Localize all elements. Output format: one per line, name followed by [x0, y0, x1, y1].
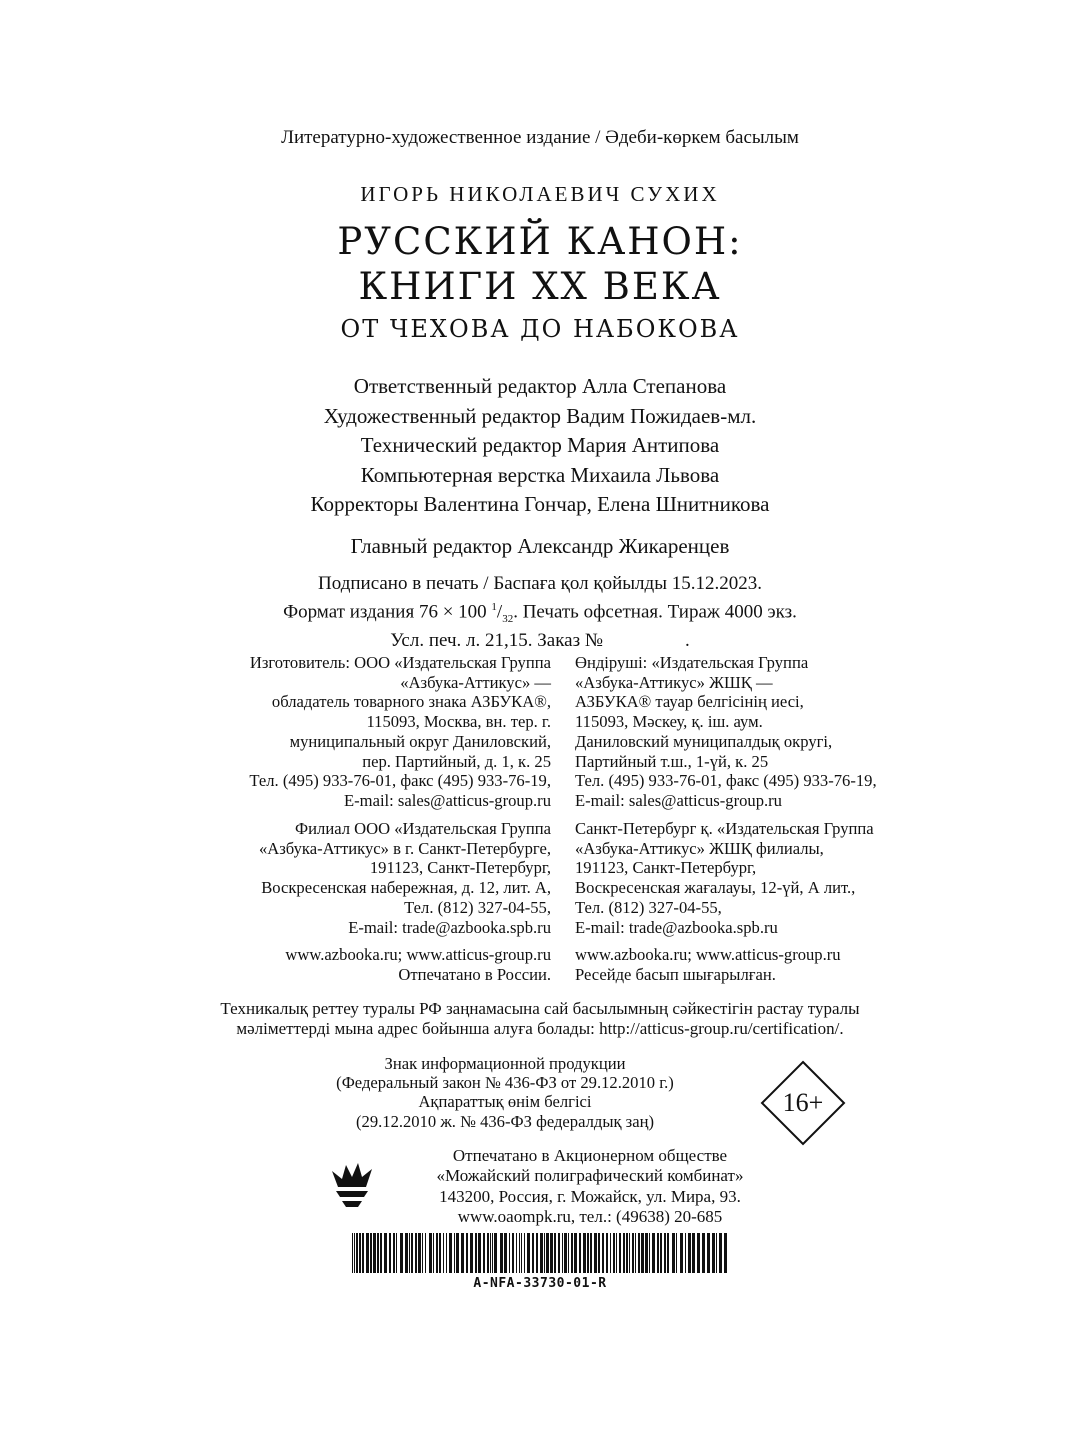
web-ru-line: Отпечатано в России.	[398, 964, 551, 984]
barcode-bar	[602, 1233, 604, 1273]
barcode-bar	[500, 1233, 503, 1273]
certification-note	[0, 999, 1080, 1039]
barcode-bar	[512, 1233, 514, 1273]
branch-ru-line: «Азбука-Аттикус» в г. Санкт-Петербурге,	[258, 838, 551, 858]
barcode-bar	[400, 1233, 403, 1273]
barcode-bar	[415, 1233, 417, 1273]
barcode-bar	[623, 1233, 625, 1273]
info-sign-line: (29.12.2010 ж. № 436-ФЗ федералдық заң)	[356, 1111, 654, 1131]
barcode-bar	[478, 1233, 481, 1273]
barcode-bar	[562, 1233, 563, 1273]
barcode-bar	[606, 1233, 608, 1273]
barcode-bar	[377, 1233, 379, 1273]
branch-kz-line: Санкт-Петербург қ. «Издательская Группа	[575, 819, 874, 838]
barcode-bar	[544, 1233, 545, 1273]
staff-line: Ответственный редактор Алла Степанова	[353, 374, 727, 398]
web-kz-line: Ресейде басып шығарылған.	[575, 964, 776, 984]
staff-line: Художественный редактор Вадим Пожидаев-мл.	[323, 403, 757, 428]
barcode-bar	[702, 1233, 705, 1273]
barcode-bar	[373, 1233, 376, 1273]
barcode-bar	[613, 1233, 615, 1273]
barcode-bar	[380, 1233, 382, 1273]
book-title-line-2: КНИГИ XX ВЕКА	[358, 265, 722, 308]
manufacturer-kz-line: 115093, Мәскеу, қ. іш. аум.	[575, 712, 763, 732]
barcode-bar	[626, 1233, 628, 1273]
barcode-bar	[475, 1233, 477, 1273]
barcode-bar	[443, 1233, 444, 1273]
barcode-bar	[429, 1233, 432, 1273]
format-denominator: 32	[502, 612, 514, 625]
barcode-bar	[521, 1233, 522, 1273]
manufacturer-kz-line: Даниловский муниципалдық округі,	[575, 731, 833, 751]
barcode-bar	[616, 1233, 617, 1273]
barcode-bar	[594, 1233, 597, 1273]
barcode-bar	[389, 1233, 391, 1273]
barcode-bar	[409, 1233, 410, 1273]
barcode-bar	[645, 1233, 648, 1273]
barcode-bar	[707, 1233, 710, 1273]
sheets-text: Усл. печ. л. 21,15. Заказ №	[390, 630, 603, 652]
barcode-bar	[564, 1233, 567, 1273]
barcode-bar	[590, 1233, 592, 1273]
barcode-bar	[396, 1233, 397, 1273]
barcode-bar	[716, 1233, 717, 1273]
staff-line: Корректоры Валентина Гончар, Елена Шнитникова	[310, 492, 770, 517]
manufacturer-ru-line: пер. Партийный, д. 1, к. 25	[362, 751, 551, 771]
barcode-bar	[483, 1233, 485, 1273]
signed-date: Подписано в печать / Баспаға қол қойылды 15.12.2023.	[318, 573, 762, 594]
barcode-bar	[359, 1233, 361, 1273]
barcode-bar	[532, 1233, 534, 1273]
barcode-bar	[540, 1233, 543, 1273]
chief-editor: Главный редактор Александр Жикаренцев	[350, 534, 730, 558]
web-kz-line: www.azbooka.ru; www.atticus-group.ru	[575, 945, 841, 964]
branch-ru-line: 191123, Санкт-Петербург,	[369, 858, 551, 878]
branch-ru	[259, 819, 551, 937]
barcode-bar	[558, 1233, 560, 1273]
barcode-bar	[436, 1233, 438, 1273]
barcode-bar	[685, 1233, 686, 1273]
barcode-bar	[574, 1233, 577, 1273]
barcode-bar	[370, 1233, 372, 1273]
barcode-bar	[657, 1233, 659, 1273]
barcode-bar	[439, 1233, 441, 1273]
branch-kz-line: «Азбука-Аттикус» ЖШҚ филиалы,	[575, 838, 824, 858]
barcode-bar	[492, 1233, 493, 1273]
format-numerator: 1	[491, 600, 497, 613]
barcode-bar	[587, 1233, 589, 1273]
age-rating-text: 16+	[782, 1088, 824, 1117]
manufacturer-ru-line: E-mail: sales@atticus-group.ru	[344, 790, 551, 810]
branch-ru-line: Филиал ООО «Издательская Группа	[295, 819, 551, 838]
barcode-bar	[583, 1233, 586, 1273]
barcode-bar	[554, 1233, 556, 1273]
barcode-bar	[446, 1233, 447, 1273]
web-ru-line: www.azbooka.ru; www.atticus-group.ru	[285, 945, 551, 964]
barcode-bar	[393, 1233, 395, 1273]
staff-credits	[0, 372, 1080, 520]
barcode-bar	[456, 1233, 459, 1273]
barcode-bar	[524, 1233, 525, 1273]
barcode-bar	[362, 1233, 364, 1273]
format-suffix: . Печать офсетная. Тираж 4000 экз.	[513, 600, 797, 622]
barcode-bar	[352, 1233, 353, 1273]
format-prefix: Формат издания 76 × 100	[283, 600, 492, 622]
branch-kz	[575, 819, 874, 937]
branch-kz-line: E-mail: trade@azbooka.spb.ru	[575, 917, 778, 937]
printer-logo-icon	[328, 1157, 376, 1209]
barcode-bar	[504, 1233, 507, 1273]
printer-line: 143200, Россия, г. Можайск, ул. Мира, 93.	[439, 1186, 741, 1206]
info-sign-line: Знак информационной продукции	[384, 1054, 626, 1073]
manufacturer-ru-line: Тел. (495) 933-76-01, факс (495) 933-76-19,	[249, 771, 551, 791]
barcode-bar	[632, 1233, 634, 1273]
manufacturer-kz-line: Өндіруші: «Издательская Группа	[575, 653, 809, 672]
web-ru	[285, 945, 551, 984]
staff-line: Компьютерная верстка Михаила Львова	[360, 462, 720, 487]
barcode-bar	[672, 1233, 675, 1273]
publication-info	[0, 573, 1080, 653]
barcode-bar	[384, 1233, 387, 1273]
barcode-bar	[712, 1233, 715, 1273]
barcode-bar	[652, 1233, 655, 1273]
certification-line: Техникалық реттеу туралы РФ заңнамасына сай басылымның сәйкестігін растау туралы	[220, 999, 860, 1018]
staff-line: Технический редактор Мария Антипова	[360, 433, 720, 458]
barcode-bar	[692, 1233, 695, 1273]
manufacturer-kz-line: Тел. (495) 933-76-01, факс (495) 933-76-19,	[575, 771, 877, 791]
barcode-bar	[641, 1233, 644, 1273]
barcode-bar	[688, 1233, 691, 1273]
barcode-bar	[487, 1233, 489, 1273]
barcode-bar	[516, 1233, 517, 1273]
barcode-bar	[649, 1233, 650, 1273]
edition-type: Литературно-художественное издание / Әдеби-көркем басылым	[281, 127, 799, 148]
barcode-bar	[638, 1233, 640, 1273]
author-name: ИГОРЬ НИКОЛАЕВИЧ СУХИХ	[360, 182, 720, 206]
barcode-bar	[536, 1233, 538, 1273]
barcode-bar	[719, 1233, 722, 1273]
barcode-bar	[664, 1233, 666, 1273]
manufacturer-kz	[575, 653, 877, 811]
barcode-bar	[546, 1233, 549, 1273]
certification-line: мәліметтерді мына адрес бойынша алуға болады: http://atticus-group.ru/certification/.	[236, 1019, 844, 1038]
printer-line: Отпечатано в Акционерном обществе	[452, 1146, 728, 1165]
barcode-bar	[425, 1233, 426, 1273]
barcode-bar	[405, 1233, 408, 1273]
barcode-bar	[568, 1233, 569, 1273]
branch-ru-line: Воскресенская набережная, д. 12, лит. А,	[261, 878, 551, 898]
barcode-bar	[454, 1233, 455, 1273]
barcode-bar	[411, 1233, 413, 1273]
barcode-bar	[433, 1233, 434, 1273]
info-sign-line: Ақпараттық өнім белгісі	[418, 1092, 592, 1112]
branch-kz-line: Воскресенская жағалауы, 12-үй, А лит.,	[575, 878, 856, 898]
branch-kz-line: 191123, Санкт-Петербург,	[575, 858, 757, 878]
printer-info	[380, 1146, 800, 1227]
barcode-bar	[494, 1233, 497, 1273]
branch-ru-line: E-mail: trade@azbooka.spb.ru	[348, 917, 551, 937]
barcode-bar	[550, 1233, 553, 1273]
format-line: Формат издания 76 × 100 $^1/_{32}$. Печать офсетная. Тираж 4000 экз.	[283, 600, 797, 625]
barcode-bar	[635, 1233, 636, 1273]
barcode-bar	[527, 1233, 530, 1273]
sheets-line	[0, 630, 1080, 653]
branch-kz-line: Тел. (812) 327-04-55,	[575, 897, 722, 917]
manufacturer-kz-line: «Азбука-Аттикус» ЖШҚ —	[575, 672, 773, 692]
printer-line: www.oaompk.ru, тел.: (49638) 20-685	[457, 1206, 723, 1226]
barcode-bar	[519, 1233, 520, 1273]
barcode-bar	[598, 1233, 600, 1273]
manufacturer-ru	[249, 653, 551, 811]
manufacturer-ru-line: «Азбука-Аттикус» —	[400, 672, 551, 692]
barcode-bar	[579, 1233, 581, 1273]
barcode-bar	[449, 1233, 452, 1273]
barcode-bar	[354, 1233, 355, 1273]
manufacturer-ru-line: 115093, Москва, вн. тер. г.	[366, 712, 551, 732]
barcode-bar	[697, 1233, 700, 1273]
barcode-bar	[418, 1233, 421, 1273]
barcode-bar	[667, 1233, 669, 1273]
barcode-bar	[619, 1233, 621, 1273]
book-subtitle: ОТ ЧЕХОВА ДО НАБОКОВА	[340, 315, 740, 343]
barcode-bar	[461, 1233, 464, 1273]
barcode-image	[350, 1233, 730, 1273]
barcode-bar	[610, 1233, 611, 1273]
manufacturer-kz-line: Партийный т.ш., 1-үй, к. 25	[575, 751, 769, 771]
barcode-bar	[470, 1233, 473, 1273]
sheets-end: .	[684, 630, 690, 652]
manufacturer-kz-line: E-mail: sales@atticus-group.ru	[575, 790, 782, 810]
manufacturer-ru-line: муниципальный округ Даниловский,	[289, 731, 551, 751]
web-kz	[575, 945, 841, 984]
barcode-code: A-NFA-33730-01-R	[473, 1276, 607, 1291]
barcode-bar	[366, 1233, 369, 1273]
barcode-bar	[509, 1233, 510, 1273]
barcode-bar	[680, 1233, 683, 1273]
barcode-bar	[571, 1233, 573, 1273]
barcode-bar	[629, 1233, 630, 1273]
barcode-bar	[356, 1233, 358, 1273]
barcode-bar	[422, 1233, 423, 1273]
info-sign-line: (Федеральный закон № 436-ФЗ от 29.12.2010 г.)	[336, 1073, 674, 1093]
barcode-bar	[676, 1233, 677, 1273]
barcode-bar	[660, 1233, 662, 1273]
manufacturer-ru-line: обладатель товарного знака АЗБУКА®,	[271, 692, 551, 712]
manufacturer-ru-line: Изготовитель: ООО «Издательская Группа	[249, 653, 551, 672]
age-rating-badge	[760, 1060, 846, 1146]
barcode-bar	[466, 1233, 468, 1273]
barcode-bar	[490, 1233, 491, 1273]
barcode-bar	[724, 1233, 727, 1273]
branch-ru-line: Тел. (812) 327-04-55,	[404, 897, 551, 917]
printer-line: «Можайский полиграфический комбинат»	[436, 1166, 744, 1186]
info-product-sign	[260, 1054, 750, 1131]
manufacturer-kz-line: АЗБУКА® тауар белгісінің иесі,	[575, 692, 804, 712]
book-title-line-1: РУССКИЙ КАНОН:	[337, 220, 743, 263]
